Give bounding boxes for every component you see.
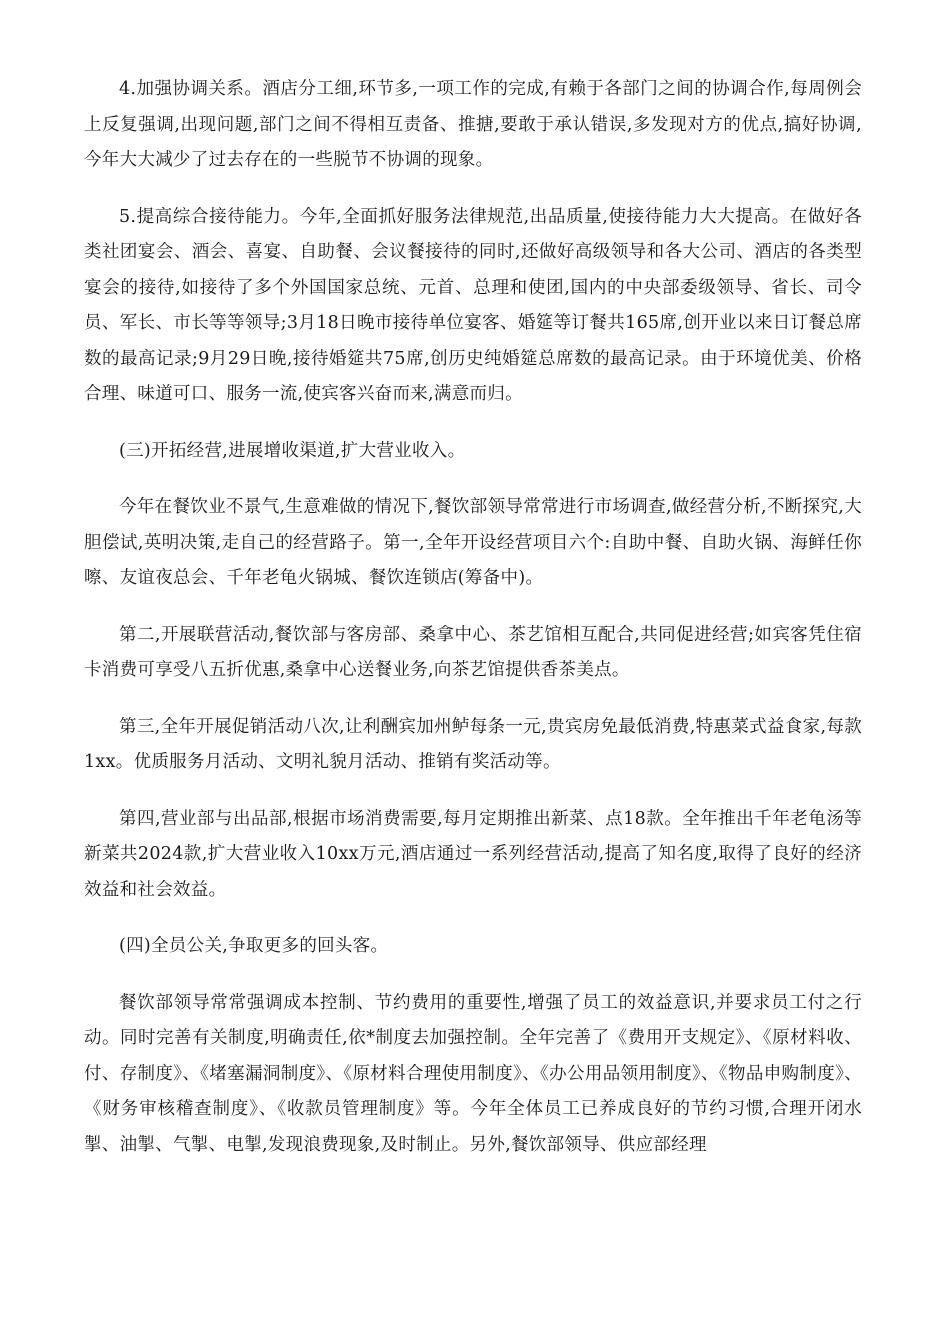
section-heading-4: (四)全员公关,争取更多的回头客。 (119, 936, 389, 956)
paragraph-new-dishes: 第四,营业部与出品部,根据市场消费需要,每月定期推出新菜、点18款。全年推出千年老龟汤等新菜共2024款,扩大营业收入10xx万元,酒店通过一系列经营活动,提高了知名度,取得了良好的经济效益和社会效益。 (84, 808, 862, 900)
paragraph-cost-control: 餐饮部领导常常强调成本控制、节约费用的重要性,增强了员工的效益意识,并要求员工付之行动。同时完善有关制度,明确责任,依*制度去加强控制。全年完善了《费用开支规定》、《原材料收、付、存制度》、《堵塞漏洞制度》、《原材料合理使用制度》、《办公用品领用制度》、《物品申购制度》、《财务审核稽查制度》、《收款员管理制度》等。今年全体员工已养成良好的节约习惯,合理开闭水掣、油掣、气掣、电掣,发现浪费现象,及时制止。另外,餐饮部领导、供应部经理 (84, 992, 862, 1155)
paragraph-market-research: 今年在餐饮业不景气,生意难做的情况下,餐饮部领导常常进行市场调查,做经营分析,不断探究,大胆偿试,英明决策,走自己的经营路子。第一,全年开设经营项目六个:自助中餐、自助火锅、海鲜任你嚓、友谊夜总会、千年老龟火锅城、餐饮连锁店(筹备中)。 (84, 497, 862, 588)
paragraph-promotions: 第三,全年开展促销活动八次,让利酬宾加州鲈每条一元,贵宾房免最低消费,特惠菜式益食家,每款1xx。优质服务月活动、文明礼貌月活动、推销有奖活动等。 (84, 716, 862, 772)
paragraph-reception-capacity: 5.提高综合接待能力。今年,全面抓好服务法律规范,出品质量,使接待能力大大提高。在做好各类社团宴会、酒会、喜宴、自助餐、会议餐接待的同时,还做好高级领导和各大公司、酒店的各类型宴会的接待,如接待了多个外国国家总统、元首、总理和使团,国内的中央部委级领导、省长、司令员、军长、市长等等领导;3月18日晚市接待单位宴客、婚筵等订餐共165席,创开业以来日订餐总席数的最高记录;9月29日晚,接待婚筵共75席,创历史纯婚筵总席数的最高记录。由于环境优美、价格合理、味道可口、服务一流,使宾客兴奋而来,满意而归。 (84, 206, 862, 404)
paragraph-coordination: 4.加强协调关系。酒店分工细,环节多,一项工作的完成,有赖于各部门之间的协调合作,每周例会上反复强调,出现问题,部门之间不得相互责备、推搪,要敢于承认错误,多发现对方的优点,搞好协调,今年大大减少了过去存在的一些脱节不协调的现象。 (84, 79, 862, 170)
paragraph-joint-operation: 第二,开展联营活动,餐饮部与客房部、桑拿中心、茶艺馆相互配合,共同促进经营;如宾客凭住宿卡消费可享受八五折优惠,桑拿中心送餐业务,向茶艺馆提供香茶美点。 (84, 624, 862, 680)
section-heading-3: (三)开拓经营,进展增收渠道,扩大营业收入。 (119, 440, 466, 461)
